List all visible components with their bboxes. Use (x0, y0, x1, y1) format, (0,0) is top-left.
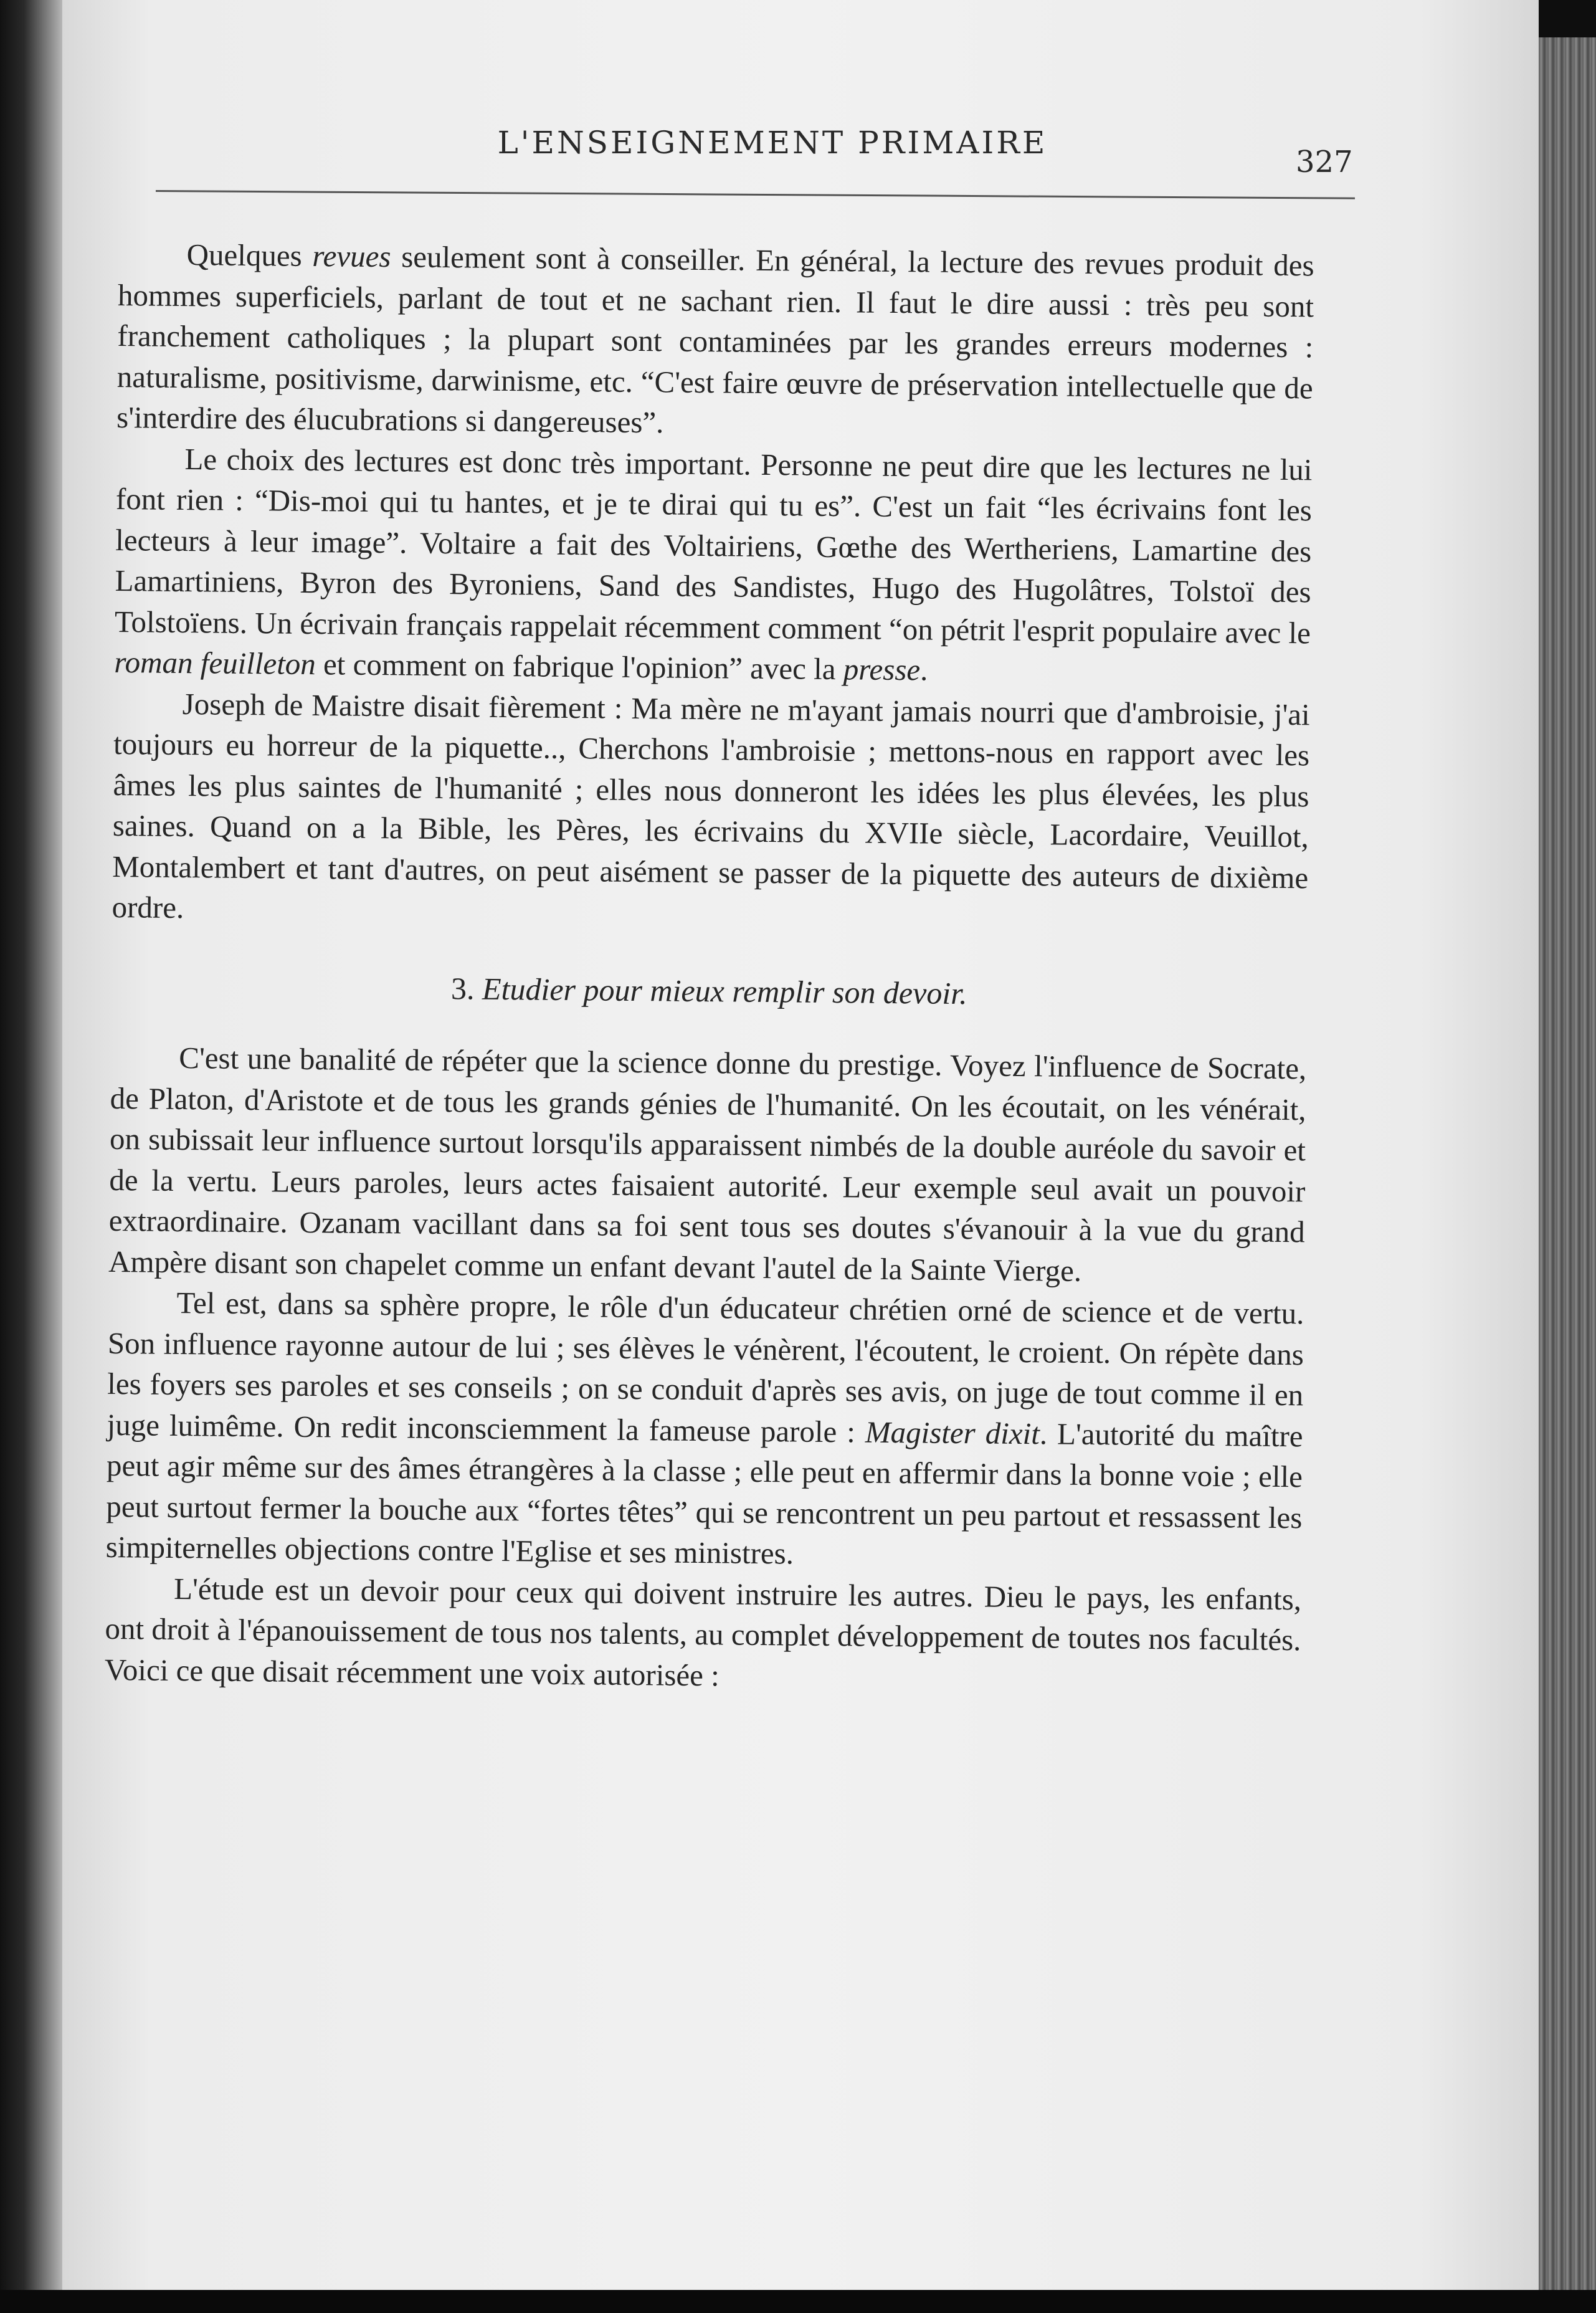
body-text (105, 234, 1314, 1701)
section-heading: 3. Etudier pour mieux remplir son devoir. (450, 970, 967, 1011)
paragraph: C'est une banalité de répéter que la science donne du prestige. Voyez l'influence de Socrate, de Platon, d'Aristote et de tous les grands génies de l'humanité. On les écoutait, on les vénérait, on subissait leur influence surtout lorsqu'ils apparaissent nimbés de la double auréole du savoir et de la vertu. Leurs paroles, leurs actes faisaient autorité. Leur exemple seul avait un pouvoir extraordinaire. Ozanam vacillant dans sa foi sent tous ses doutes s'évanouir à la vue du grand Ampère disant son chapelet comme un enfant devant l'autel de la Sainte Vierge. (108, 1040, 1307, 1288)
paragraph: Tel est, dans sa sphère propre, le rôle d'un éducateur chrétien orné de science et de vertu. Son influence rayonne autour de lui ; ses élèves le vénèrent, l'écoutent, le croient. On répète dans les foyers ses paroles et ses conseils ; on se conduit d'après ses avis, on juge de tout comme il en juge luimême. On redit inconsciemment la fameuse parole : Magister dixit. L'autorité du maître peut agir même sur des âmes étrangères à la classe ; elle peut en affermir dans la bonne voie ; elle peut surtout fermer la bouche aux “fortes têtes” qui se rencontrent un peu partout et ressassent les simpiternelles objections contre l'Eglise et ses ministres. (105, 1285, 1304, 1571)
page-stack-edge (1539, 37, 1596, 2290)
paragraph: Joseph de Maistre disait fièrement : Ma mère ne m'ayant jamais nourri que d'ambroisie, j'ai toujours eu horreur de la piquette.., Cherchons l'ambroisie ; mettons-nous en rapport avec les âmes les plus saintes de l'humanité ; elles nous donneront les idées les plus élevées, les plus saines. Quand on a la Bible, les Pères, les écrivains du XVIIe siècle, Lacordaire, Veuillot, Montalembert et tant d'autres, on peut aisément se passer de la piquette des auteurs de dixième ordre. (112, 686, 1310, 925)
paragraph: L'étude est un devoir pour ceux qui doivent instruire les autres. Dieu le pays, les enfants, ont droit à l'épanouissement de tous nos talents, au complet développement de toutes nos facultés. Voici ce que disait récemment une voix autorisée : (104, 1571, 1302, 1692)
running-title: L'ENSEIGNEMENT PRIMAIRE (497, 125, 1048, 161)
bottom-shadow (0, 2290, 1596, 2313)
facing-page-edge (0, 0, 69, 2313)
paragraph: Quelques revues seulement sont à conseiller. En général, la lecture des revues produit des hommes superficiels, parlant de tout et ne sachant rien. Il faut le dire aussi : très peu sont franchement catholiques ; la plupart sont contaminées par les grandes erreurs modernes : naturalisme, positivisme, darwinisme, etc. “C'est faire œuvre de préservation intellectuelle que de s'interdire des élucubrations si dangereuses”. (116, 237, 1314, 440)
page-number: 327 (1296, 145, 1353, 179)
paragraph: Le choix des lectures est donc très important. Personne ne peut dire que les lectures ne lui font rien : “Dis-moi qui tu hantes, et je te dirai qui tu es”. C'est un fait “les écrivains font les lecteurs à leur image”. Voltaire a fait des Voltairiens, Gœthe des Wertheriens, Lamartine des Lamartiniens, Byron des Byroniens, Sand des Sandistes, Hugo des Hugolâtres, Tolstoï des Tolstoïens. Un écrivain français rappelait récemment comment “on pétrit l'esprit populaire avec le roman feuilleton et comment on fabrique l'opinion” avec la presse. (114, 441, 1313, 687)
